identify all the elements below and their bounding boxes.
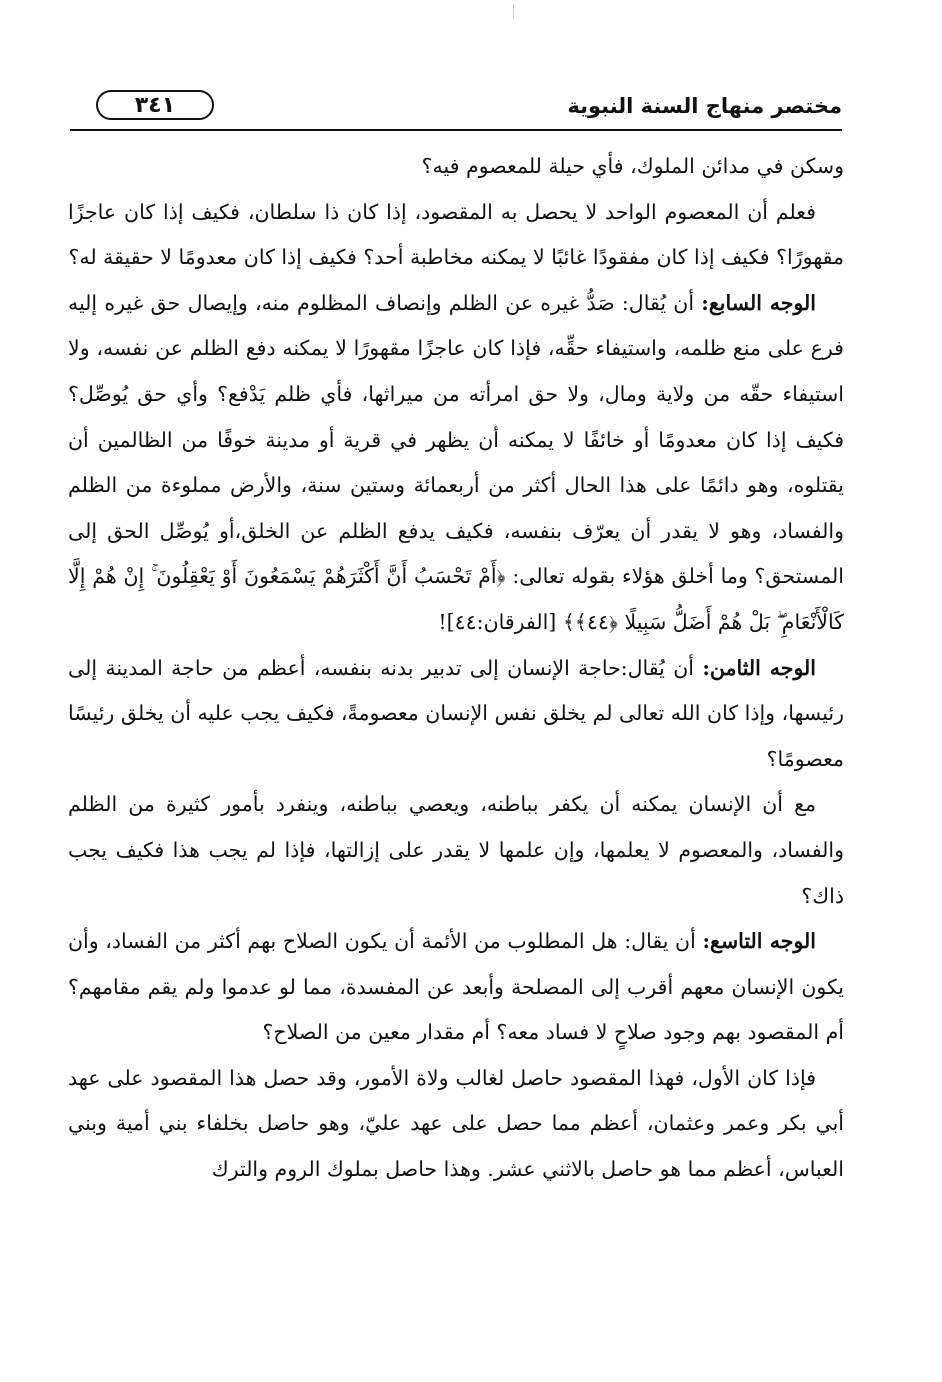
page-number-badge: ٣٤١	[96, 90, 214, 120]
header-rule	[70, 129, 842, 131]
paragraph-heading: الوجه الثامن:	[702, 655, 816, 680]
paragraph	[68, 1056, 844, 1193]
page-body	[68, 144, 844, 1193]
paragraph-heading: الوجه التاسع:	[702, 929, 816, 954]
paragraph-text: فإذا كان الأول، فهذا المقصود حاصل لغالب ولاة الأمور، وقد حصل هذا المقصود على عهد أبي بكر وعمر وعثمان، أعظم مما حصل على عهد عليّ، وهو حاصل بخلفاء بني أمية وبني العباس، أعظم مما هو حاصل بالاثني عشر. وهذا حاصل بملوك الروم والترك	[68, 1065, 844, 1182]
paragraph	[68, 144, 844, 190]
paragraph-text: فعلم أن المعصوم الواحد لا يحصل به المقصود، إذا كان ذا سلطان، فكيف إذا كان عاجزًا مقهورًا؟ فكيف إذا كان مفقودًا غائبًا لا يمكنه مخاطبة أحد؟ فكيف إذا كان معدومًا لا حقيقة له؟	[68, 199, 844, 270]
paragraph	[68, 190, 844, 281]
paragraph-text: أن يُقال:حاجة الإنسان إلى تدبير بدنه بنفسه، أعظم من حاجة المدينة إلى رئيسها، وإذا كان الله تعالى لم يخلق نفس الإنسان معصومةً، فكيف يجب عليه أن يخلق رئيسًا معصومًا؟	[68, 655, 844, 771]
paragraph-text: مع أن الإنسان يمكنه أن يكفر بباطنه، ويعصي بباطنه، وينفرد بأمور كثيرة من الظلم والفساد، والمعصوم لا يعلمها، وإن علمها لا يقدر على إزالتها، فإذا لم يجب هذا فكيف يجب ذاك؟	[68, 792, 844, 908]
page-header	[62, 82, 842, 134]
book-title: مختصر منهاج السنة النبوية	[567, 94, 842, 118]
paragraph-text: وسكن في مدائن الملوك، فأي حيلة للمعصوم فيه؟	[421, 154, 844, 178]
paragraph-text: أن يُقال: صَدُّ غيره عن الظلم وإنصاف المظلوم منه، وإيصال حق غيره إليه فرع على منع ظلمه، واستيفاء حقِّه، فإذا كان عاجزًا مقهورًا لا يمكنه دفع الظلم عن نفسه، ولا استيفاء حقّه من ولاية ومال، ولا حق امرأته من ميراثها، فأي ظلم يَدْفع؟ وأي حق يُوصِّل؟ فكيف إذا كان معدومًا أو خائفًا لا يمكنه أن يظهر في قرية أو مدينة خوفًا من الظالمين أن يقتلوه، وهو دائمًا على هذا الحال أكثر من أربعمائة وستين سنة، والأرض مملوءة من الظلم والفساد، وهو لا يقدر أن يعرّف بنفسه، فكيف يدفع الظلم عن الخلق،أو يُوصِّل الحق إلى المستحق؟ وما أخلق هؤلاء بقوله تعالى: ﴿أَمْ تَحْسَبُ أَنَّ أَكْثَرَهُمْ يَسْمَعُونَ أَوْ يَعْقِلُونَ ۚ إِنْ هُمْ إِلَّا كَالْأَنْعَامِ ۖ بَلْ هُمْ أَضَلُّ سَبِيلًا ﴿٤٤﴾﴾ [الفرقان:٤٤]!	[68, 290, 844, 634]
paragraph-text: أن يقال: هل المطلوب من الأئمة أن يكون الصلاح بهم أكثر من الفساد، وأن يكون الإنسان معهم أقرب إلى المصلحة وأبعد عن المفسدة، مما لو عدموا ولم يقم مقامهم؟ أم المقصود بهم وجود صلاحٍ لا فساد معه؟ أم مقدار معين من الصلاح؟	[68, 929, 844, 1045]
paragraph-heading: الوجه السابع:	[701, 290, 816, 315]
paragraph	[68, 281, 844, 646]
paragraph	[68, 919, 844, 1056]
paragraph	[68, 646, 844, 783]
page-top-mark	[513, 4, 514, 18]
paragraph	[68, 782, 844, 919]
